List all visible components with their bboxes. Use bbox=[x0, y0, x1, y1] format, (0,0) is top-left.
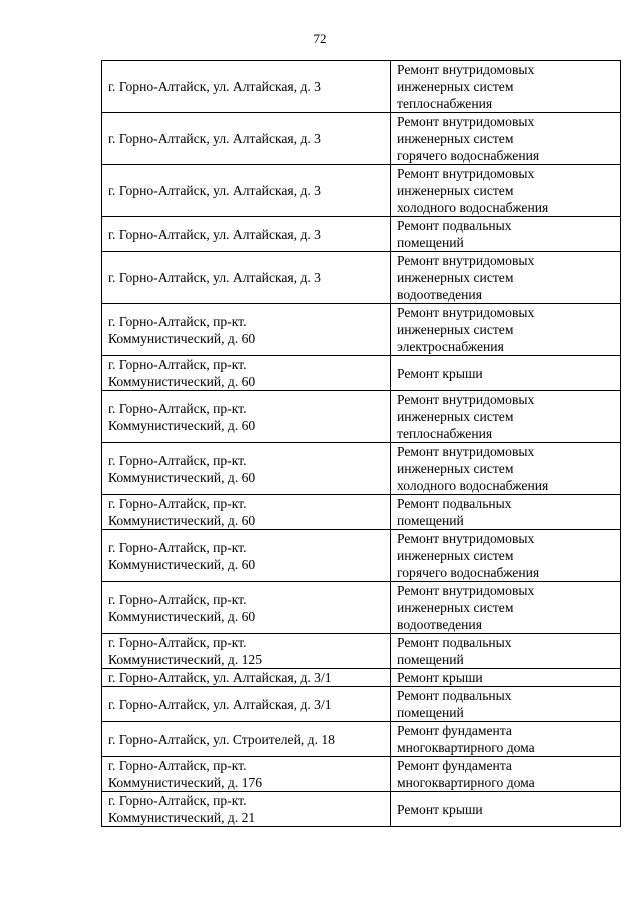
table-row bbox=[102, 391, 621, 443]
work-type-text: Ремонт подвальных помещений bbox=[397, 218, 512, 250]
address-cell bbox=[102, 757, 391, 792]
work-type-text: Ремонт подвальных помещений bbox=[397, 496, 512, 528]
address-cell bbox=[102, 443, 391, 495]
address-cell bbox=[102, 252, 391, 304]
table-row bbox=[102, 495, 621, 530]
address-cell bbox=[102, 165, 391, 217]
work-type-text: Ремонт крыши bbox=[397, 670, 483, 685]
work-type-cell bbox=[391, 252, 621, 304]
work-type-text: Ремонт крыши bbox=[397, 801, 483, 817]
table-row bbox=[102, 113, 621, 165]
table-row bbox=[102, 61, 621, 113]
address-text: г. Горно-Алтайск, пр-кт. Коммунистический, д. 60 bbox=[108, 452, 256, 485]
work-type-text: Ремонт внутридомовых инженерных систем горячего водоснабжения bbox=[397, 114, 540, 163]
work-type-cell bbox=[391, 356, 621, 391]
address-text: г. Горно-Алтайск, пр-кт. Коммунистический, д. 60 bbox=[108, 400, 256, 433]
work-type-text: Ремонт подвальных помещений bbox=[397, 688, 512, 720]
work-type-text: Ремонт внутридомовых инженерных систем водоотведения bbox=[397, 253, 535, 302]
work-type-cell bbox=[391, 757, 621, 792]
table-row bbox=[102, 634, 621, 669]
work-type-text: Ремонт внутридомовых инженерных систем теплоснабжения bbox=[397, 392, 535, 441]
work-type-text: Ремонт внутридомовых инженерных систем теплоснабжения bbox=[397, 62, 535, 111]
work-type-cell bbox=[391, 792, 621, 827]
work-type-cell bbox=[391, 669, 621, 687]
work-type-cell bbox=[391, 687, 621, 722]
address-text: г. Горно-Алтайск, ул. Алтайская, д. 3 bbox=[108, 183, 321, 198]
address-cell bbox=[102, 669, 391, 687]
address-cell bbox=[102, 792, 391, 827]
table-row bbox=[102, 582, 621, 634]
work-type-cell bbox=[391, 391, 621, 443]
table-row bbox=[102, 304, 621, 356]
table-row bbox=[102, 757, 621, 792]
repair-table bbox=[101, 60, 621, 827]
table-row bbox=[102, 669, 621, 687]
table-row bbox=[102, 443, 621, 495]
table-row bbox=[102, 165, 621, 217]
address-text: г. Горно-Алтайск, ул. Алтайская, д. 3/1 bbox=[108, 696, 332, 712]
work-type-text: Ремонт фундамента многоквартирного дома bbox=[397, 723, 535, 755]
work-type-text: Ремонт внутридомовых инженерных систем холодного водоснабжения bbox=[397, 444, 549, 493]
address-text: г. Горно-Алтайск, ул. Алтайская, д. 3 bbox=[108, 226, 321, 242]
address-cell bbox=[102, 582, 391, 634]
page-number: 72 bbox=[313, 31, 327, 46]
address-text: г. Горно-Алтайск, пр-кт. Коммунистический, д. 60 bbox=[108, 313, 256, 346]
work-type-text: Ремонт внутридомовых инженерных систем горячего водоснабжения bbox=[397, 531, 540, 580]
table-row bbox=[102, 687, 621, 722]
address-text: г. Горно-Алтайск, ул. Алтайская, д. 3 bbox=[108, 131, 321, 146]
address-cell bbox=[102, 391, 391, 443]
work-type-text: Ремонт крыши bbox=[397, 365, 483, 381]
work-type-cell bbox=[391, 165, 621, 217]
work-type-text: Ремонт фундамента многоквартирного дома bbox=[397, 758, 535, 790]
address-text: г. Горно-Алтайск, пр-кт. Коммунистический, д. 60 bbox=[108, 591, 256, 624]
work-type-text: Ремонт внутридомовых инженерных систем электроснабжения bbox=[397, 305, 535, 354]
address-text: г. Горно-Алтайск, ул. Алтайская, д. 3/1 bbox=[108, 670, 332, 685]
work-type-cell bbox=[391, 217, 621, 252]
address-text: г. Горно-Алтайск, пр-кт. Коммунистический, д. 176 bbox=[108, 758, 263, 790]
work-type-text: Ремонт подвальных помещений bbox=[397, 635, 512, 667]
address-cell bbox=[102, 722, 391, 757]
table-row bbox=[102, 252, 621, 304]
work-type-cell bbox=[391, 113, 621, 165]
work-type-cell bbox=[391, 530, 621, 582]
table-row bbox=[102, 217, 621, 252]
work-type-cell bbox=[391, 722, 621, 757]
address-cell bbox=[102, 61, 391, 113]
table-row bbox=[102, 530, 621, 582]
work-type-cell bbox=[391, 443, 621, 495]
address-text: г. Горно-Алтайск, пр-кт. Коммунистический, д. 21 bbox=[108, 793, 256, 825]
work-type-text: Ремонт внутридомовых инженерных систем водоотведения bbox=[397, 583, 535, 632]
address-cell bbox=[102, 530, 391, 582]
address-cell bbox=[102, 495, 391, 530]
address-cell bbox=[102, 356, 391, 391]
address-text: г. Горно-Алтайск, ул. Алтайская, д. 3 bbox=[108, 270, 321, 285]
table-row bbox=[102, 356, 621, 391]
work-type-cell bbox=[391, 582, 621, 634]
work-type-cell bbox=[391, 304, 621, 356]
address-cell bbox=[102, 687, 391, 722]
work-type-cell bbox=[391, 495, 621, 530]
table-row bbox=[102, 792, 621, 827]
address-text: г. Горно-Алтайск, пр-кт. Коммунистический, д. 60 bbox=[108, 539, 256, 572]
address-cell bbox=[102, 113, 391, 165]
address-text: г. Горно-Алтайск, пр-кт. Коммунистический, д. 60 bbox=[108, 496, 256, 528]
address-cell bbox=[102, 217, 391, 252]
table-body bbox=[102, 61, 621, 827]
work-type-cell bbox=[391, 61, 621, 113]
work-type-text: Ремонт внутридомовых инженерных систем холодного водоснабжения bbox=[397, 166, 549, 215]
address-cell bbox=[102, 304, 391, 356]
address-text: г. Горно-Алтайск, пр-кт. Коммунистический, д. 125 bbox=[108, 635, 263, 667]
address-text: г. Горно-Алтайск, ул. Строителей, д. 18 bbox=[108, 731, 335, 747]
address-text: г. Горно-Алтайск, пр-кт. Коммунистический, д. 60 bbox=[108, 357, 256, 389]
table-row bbox=[102, 722, 621, 757]
address-cell bbox=[102, 634, 391, 669]
address-text: г. Горно-Алтайск, ул. Алтайская, д. 3 bbox=[108, 79, 321, 94]
work-type-cell bbox=[391, 634, 621, 669]
